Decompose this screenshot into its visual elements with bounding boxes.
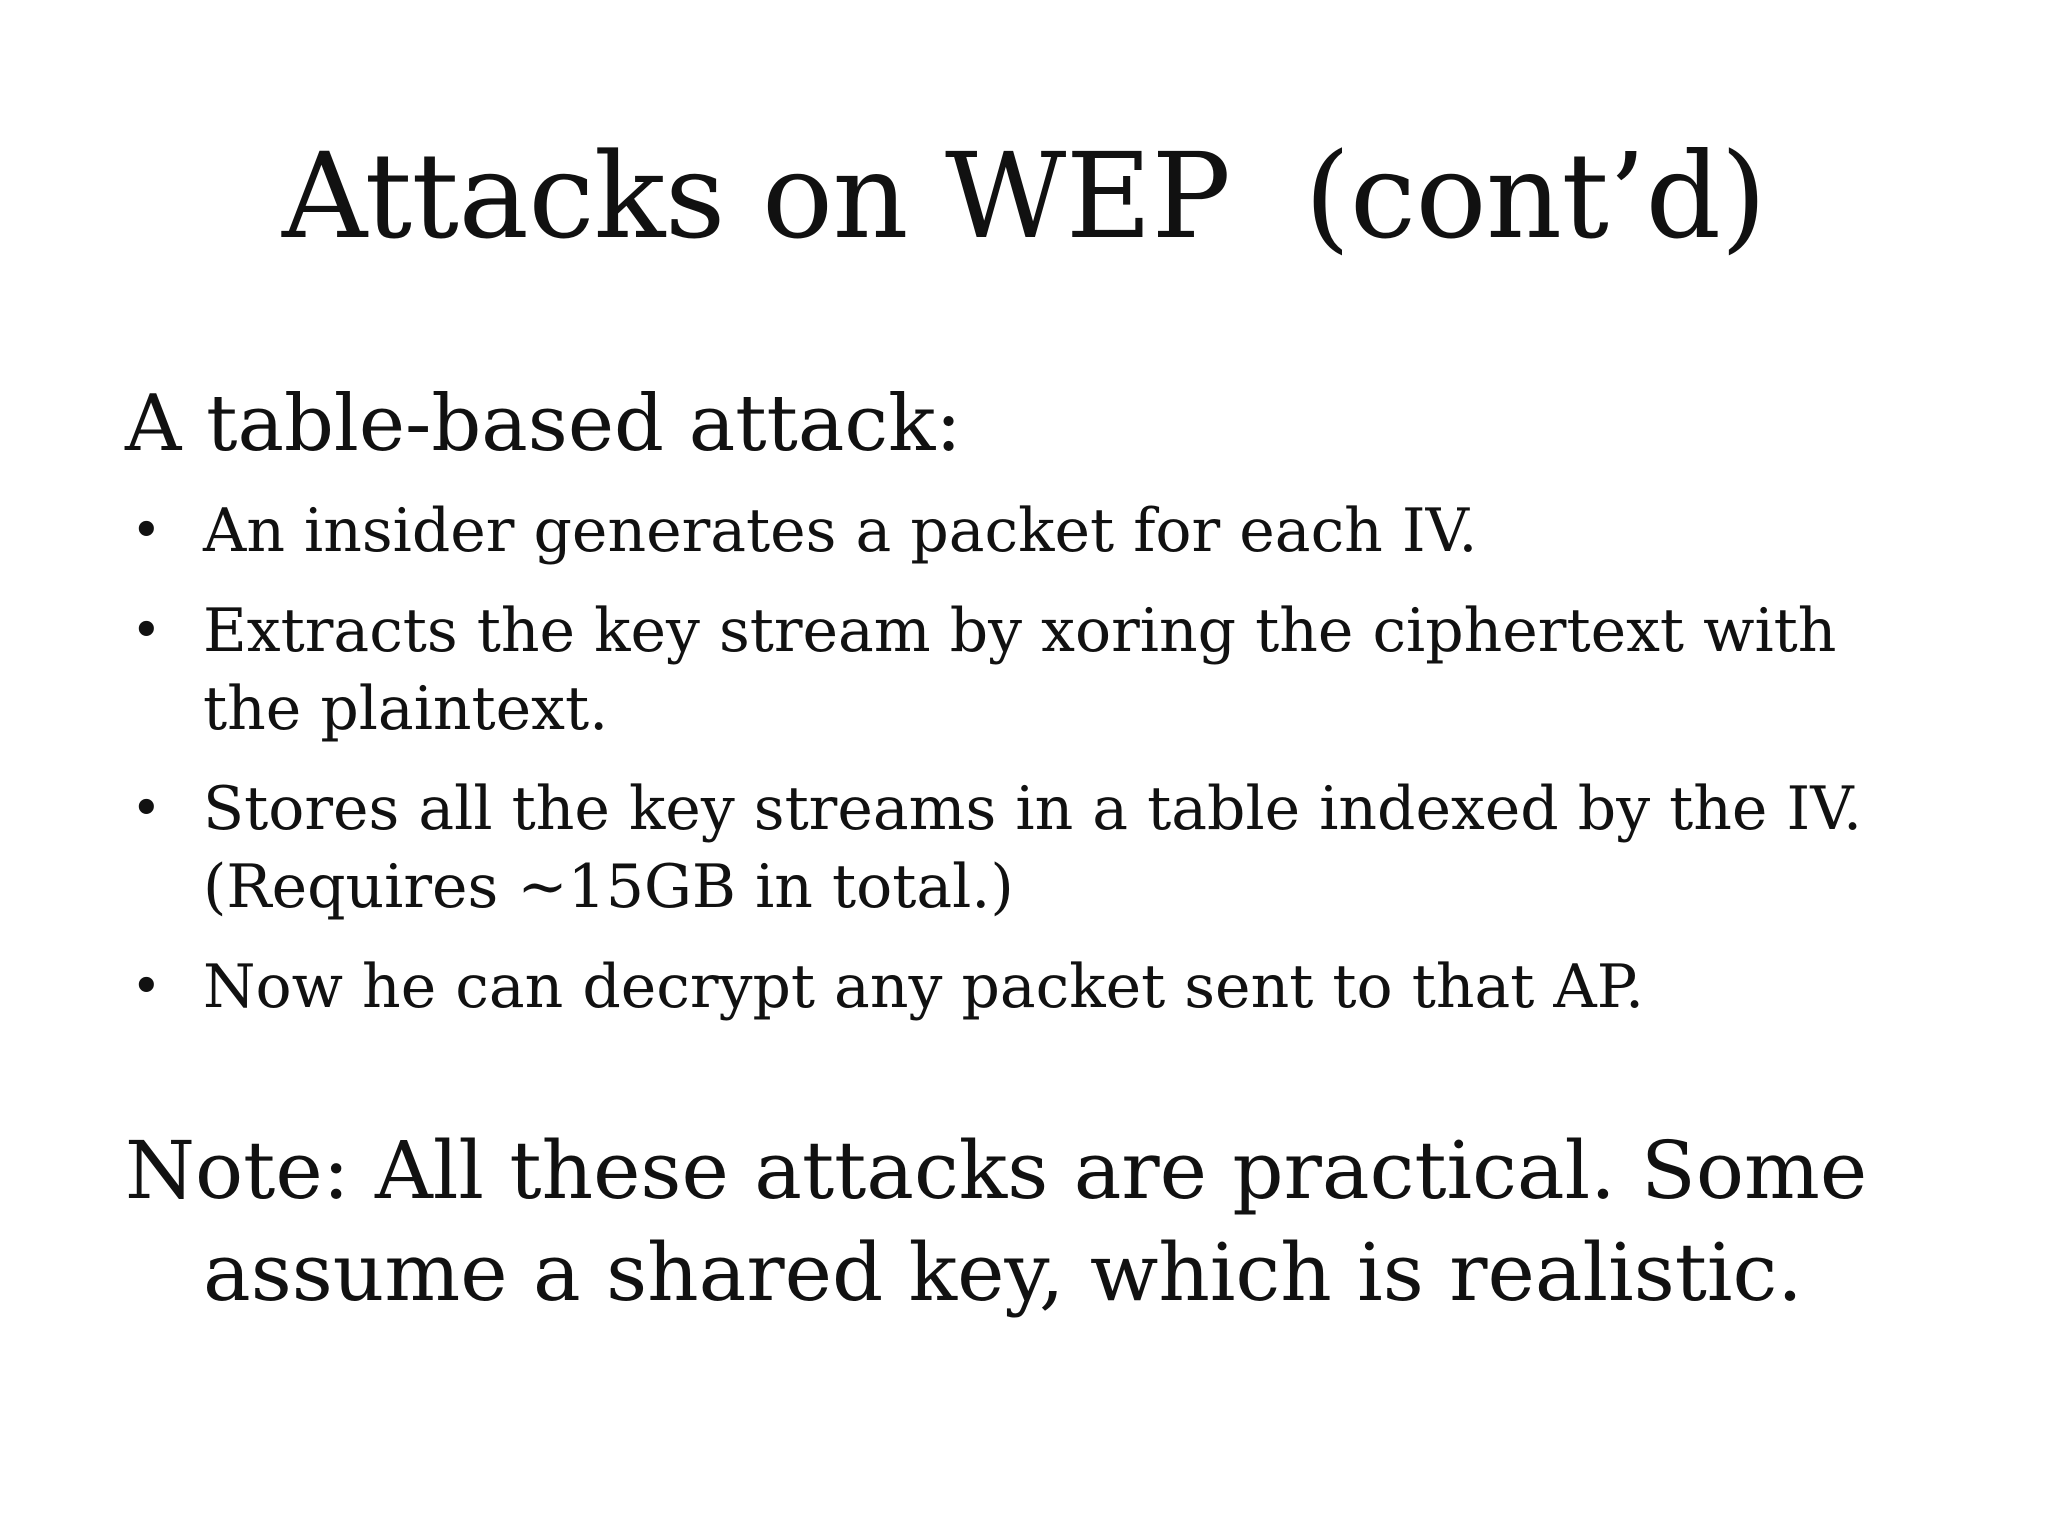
bullet-text: Extracts the key stream by xoring the ciphertext with the plaintext. — [203, 596, 1837, 744]
bullet-dot-icon: • — [131, 501, 162, 561]
bullet-item — [125, 492, 1885, 570]
bullet-dot-icon: • — [131, 601, 162, 661]
bullet-item — [125, 770, 1885, 926]
bullet-dot-icon: • — [131, 957, 162, 1017]
bullet-item — [125, 948, 1885, 1026]
bullet-dot-icon: • — [131, 779, 162, 839]
section-heading: A table-based attack: — [125, 379, 962, 469]
bullet-text: Now he can decrypt any packet sent to that AP. — [203, 952, 1645, 1022]
note-paragraph: Note: All these attacks are practical. Some assume a shared key, which is realistic. — [125, 1124, 1868, 1319]
bullet-item — [125, 592, 1885, 748]
slide-title: Attacks on WEP (cont’d) — [281, 127, 1767, 265]
bullet-text: Stores all the key streams in a table indexed by the IV. (Requires ~15GB in total.) — [203, 774, 1863, 922]
bullet-list — [125, 492, 1885, 1048]
bullet-text: An insider generates a packet for each IV. — [203, 496, 1478, 566]
